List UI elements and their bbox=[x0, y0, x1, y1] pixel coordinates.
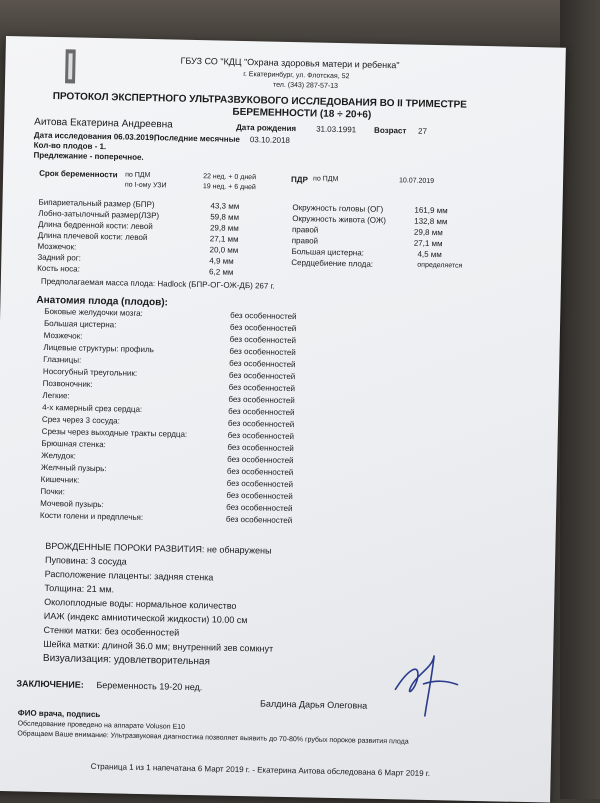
anatomy-value: без особенностей bbox=[226, 490, 293, 502]
measure-value: 6,2 мм bbox=[209, 267, 234, 277]
anatomy-label: Срезы через выходные тракты сердца: bbox=[41, 426, 188, 439]
measure-label: правой bbox=[291, 225, 319, 235]
anatomy-label: Кости голени и предплечья: bbox=[39, 510, 144, 522]
anatomy-label: Боковые желудочки мозга: bbox=[44, 306, 143, 318]
measure-value: 27,1 мм bbox=[413, 238, 443, 249]
defects: ВРОЖДЕННЫЕ ПОРОКИ РАЗВИТИЯ: не обнаружены bbox=[45, 540, 272, 556]
measure-label: Длина плечевой кости: левой bbox=[37, 230, 148, 243]
measure-label: правой bbox=[291, 236, 319, 246]
anatomy-value: без особенностей bbox=[226, 478, 294, 490]
last-period-value: 03.10.2018 bbox=[249, 135, 291, 145]
measure-label: Окружность головы (ОГ) bbox=[292, 203, 384, 214]
last-period-label: Последние месячные bbox=[153, 133, 241, 144]
measure-label: Бипариетальный размер (БПР) bbox=[38, 197, 155, 210]
birth-date-label: Дата рождения bbox=[236, 122, 297, 134]
conclusion-text: Беременность 19-20 нед. bbox=[96, 680, 203, 693]
page-title: ПРОТОКОЛ ЭКСПЕРТНОГО УЛЬТРАЗВУКОВОГО ИССЛЕДОВАНИЯ ВО II ТРИМЕСТРЕ bbox=[52, 90, 468, 111]
pdr-label: ПДР bbox=[290, 175, 308, 185]
measure-value: 29,8 мм bbox=[209, 223, 239, 233]
anatomy-label: Желудок: bbox=[41, 450, 77, 461]
anatomy-value: без особенностей bbox=[229, 358, 296, 370]
anatomy-value: без особенностей bbox=[227, 454, 294, 466]
term-pdm-value: 22 нед. + 0 дней bbox=[203, 173, 257, 182]
measure-value: 4,5 мм bbox=[417, 249, 442, 260]
other-line: ИАЖ (индекс амниотической жидкости) 10.00 см bbox=[43, 610, 248, 626]
estimated-weight: Предполагаемая масса плода: Hadlock (БПР-ОГ-ОЖ-ДБ) 267 г. bbox=[40, 276, 275, 291]
pdr-value: 10.07.2019 bbox=[398, 177, 435, 185]
age-label: Возраст bbox=[374, 125, 407, 136]
other-line: Толщина: 21 мм. bbox=[44, 582, 115, 595]
anatomy-value: без особенностей bbox=[229, 322, 297, 334]
anatomy-label: Мочевой пузырь: bbox=[40, 498, 104, 510]
measure-label: Длина бедренной кости: левой bbox=[37, 219, 153, 232]
other-line: Шейка матки: длиной 36.0 мм; внутренний зев сомкнут bbox=[43, 638, 274, 654]
anatomy-value: без особенностей bbox=[229, 334, 297, 346]
anatomy-value: без особенностей bbox=[230, 310, 297, 322]
clinic-phone: тел. (343) 287-57-13 bbox=[272, 81, 339, 90]
doctor-signature bbox=[387, 649, 468, 721]
other-line: Стенки матки: без особенностей bbox=[43, 624, 180, 638]
anatomy-label: Желчный пузырь: bbox=[40, 462, 107, 474]
anatomy-value: без особенностей bbox=[229, 346, 296, 358]
anatomy-value: без особенностей bbox=[226, 466, 294, 478]
anatomy-label: Срез через 3 сосуда: bbox=[41, 414, 120, 426]
measure-label: Сердцебиение плода: bbox=[291, 258, 374, 269]
pdr-sub-label: по ПДМ bbox=[313, 175, 339, 183]
anatomy-label: Лицевые структуры: профиль bbox=[43, 342, 154, 355]
measure-label: Кость носа: bbox=[37, 263, 80, 274]
other-line: Визуализация: удовлетворительная bbox=[42, 652, 211, 668]
page-footer: Страница 1 из 1 напечатана 6 Март 2019 г. - Екатерина Аитова обследована 6 Март 2019 г. bbox=[90, 761, 431, 779]
conclusion-label: ЗАКЛЮЧЕНИЕ: bbox=[16, 678, 84, 690]
presentation: Предлежание - поперечное. bbox=[33, 150, 144, 162]
anatomy-label: 4-х камерный срез сердца: bbox=[42, 402, 143, 414]
measure-value: 27,1 мм bbox=[209, 234, 239, 244]
measure-label: Окружность живота (ОЖ) bbox=[292, 214, 387, 225]
measure-value: 29,8 мм bbox=[413, 227, 443, 238]
anatomy-value: без особенностей bbox=[226, 502, 293, 514]
age-value: 27 bbox=[418, 126, 428, 136]
notice: Обращаем Ваше внимание: Ультразвуковая диагностика позволяет выявить до 70-80% грубых пороков развития плода bbox=[17, 730, 409, 746]
anatomy-value: без особенностей bbox=[228, 382, 296, 394]
measure-label: Лобно-затылочный размер(ЛЗР) bbox=[38, 208, 160, 221]
term-uzi-value: 19 нед. + 6 дней bbox=[202, 183, 256, 192]
anatomy-title: Анатомия плода (плодов): bbox=[36, 294, 169, 309]
anatomy-label: Почки: bbox=[40, 486, 65, 497]
term-label: Срок беременности bbox=[39, 168, 118, 180]
other-line: Расположение плаценты: задняя стенка bbox=[44, 568, 214, 583]
doctor-fio-label: ФИО врача, подпись bbox=[17, 708, 101, 720]
anatomy-value: без особенностей bbox=[227, 430, 295, 442]
measure-value: 161,9 мм bbox=[414, 205, 448, 216]
exam-date: Дата исследования 06.03.2019, bbox=[33, 130, 157, 143]
protocol-document bbox=[0, 36, 566, 803]
anatomy-label: Кишечник: bbox=[40, 474, 80, 485]
anatomy-label: Глазницы: bbox=[43, 354, 82, 365]
measure-value: 59,8 мм bbox=[210, 212, 240, 222]
clinic-address: г. Екатеринбург, ул. Флотская, 52 bbox=[243, 70, 350, 81]
measure-value: 43,3 мм bbox=[210, 201, 240, 211]
anatomy-label: Большая цистерна: bbox=[43, 318, 117, 330]
anatomy-value: без особенностей bbox=[227, 442, 294, 454]
measure-label: Задний рог: bbox=[37, 252, 82, 263]
anatomy-value: без особенностей bbox=[228, 406, 295, 418]
clinic-name: ГБУЗ СО "КДЦ "Охрана здоровья матери и ребенка" bbox=[180, 55, 400, 71]
anatomy-value: без особенностей bbox=[228, 370, 296, 382]
anatomy-value: без особенностей bbox=[228, 394, 295, 406]
term-pdm-label: по ПДМ bbox=[125, 171, 151, 180]
page-title-line2: БЕРЕМЕННОСТИ (18 ÷ 20+6) bbox=[232, 106, 372, 121]
measure-value: 20,0 мм bbox=[209, 245, 239, 255]
doctor-name: Балдина Дарья Олеговна bbox=[259, 698, 368, 711]
fetus-count: Кол-во плодов - 1. bbox=[33, 140, 107, 152]
anatomy-label: Мозжечок: bbox=[43, 330, 83, 341]
measure-label: Большая цистерна: bbox=[291, 247, 365, 258]
birth-date-value: 31.03.1991 bbox=[316, 124, 357, 135]
anatomy-value: без особенностей bbox=[225, 514, 293, 526]
measure-value: 4,9 мм bbox=[209, 256, 234, 266]
other-line: Пуповина: 3 сосуда bbox=[44, 554, 127, 567]
other-line: Околоплодные воды: нормальное количество bbox=[44, 596, 237, 611]
anatomy-label: Носогубный треугольник: bbox=[42, 366, 138, 378]
measure-value: определяется bbox=[417, 261, 463, 270]
device-note: Обследование проведено на аппарате Voluson E10 bbox=[17, 720, 186, 731]
desk-edge bbox=[560, 0, 600, 799]
anatomy-label: Легкие: bbox=[42, 390, 70, 401]
anatomy-label: Брюшная стенка: bbox=[41, 438, 106, 450]
patient-name: Аитова Екатерина Андреевна bbox=[34, 116, 173, 131]
anatomy-label: Позвоночник: bbox=[42, 378, 93, 389]
measure-label: Мозжечок: bbox=[37, 241, 77, 252]
clinic-logo-icon bbox=[65, 49, 76, 83]
measure-value: 132,8 мм bbox=[414, 216, 448, 227]
term-uzi-label: по I-ому УЗИ bbox=[124, 181, 167, 190]
anatomy-value: без особенностей bbox=[227, 418, 295, 430]
